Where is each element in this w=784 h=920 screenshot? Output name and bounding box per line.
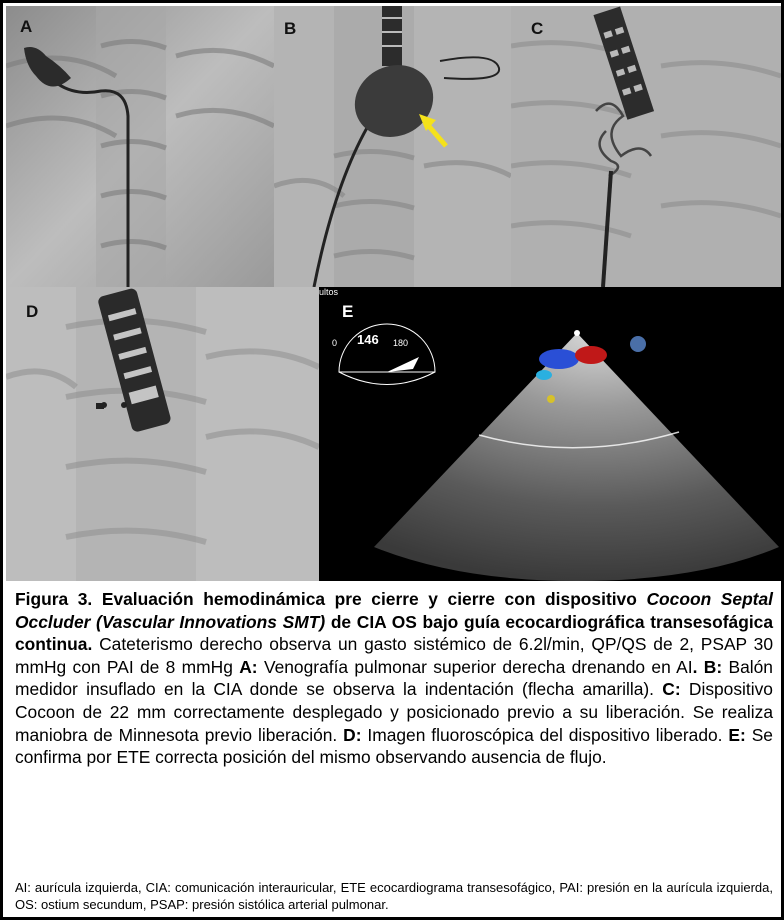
panel-d: [6, 287, 319, 581]
echo-corner-text: ultos: [319, 287, 339, 297]
panel-b-image: [274, 6, 511, 287]
panel-a-label: A: [20, 17, 33, 36]
panel-c: [511, 6, 781, 287]
angle-value: 146: [357, 332, 379, 347]
caption-e-label: E:: [728, 724, 746, 745]
abbreviations-note: AI: aurícula izquierda, CIA: comunicación interauricular, ETE ecocardiograma transesofágico, PAI: presión en la aurícula izquierda, OS: ostium secundum, PSAP: presión sistólica arterial pulmonar.: [15, 880, 773, 912]
caption-d-text: Imagen fluoroscópica del dispositivo liberado.: [367, 724, 723, 745]
panel-e-image: [319, 287, 781, 581]
caption-c-text: Dispositivo Cocoon de 22 mm correctamente desplegado y posicionado previo a su liberación. Se realiza maniobra de Minnesota previo liberación.: [15, 679, 773, 745]
panel-a: [6, 6, 274, 287]
caption-a-dot: .: [692, 656, 698, 677]
panel-c-image: [511, 6, 781, 287]
panel-e-label: E: [342, 302, 354, 321]
caption-b-text: Balón medidor insuflado en la CIA donde se observa la indentación (flecha amarilla).: [15, 656, 773, 700]
caption-device: Cocoon Septal Occluder (Vascular Innovations SMT): [15, 589, 773, 632]
panel-a-image: [6, 6, 274, 287]
caption-a-label: A:: [239, 656, 258, 677]
caption-e-text: Se confirma por ETE correcta posición del mismo observando ausencia de flujo.: [15, 724, 773, 768]
angle-min: 0: [332, 338, 338, 348]
panel-d-image: [6, 287, 319, 581]
caption-a-text: Venografía pulmonar superior derecha drenando en AI: [263, 656, 693, 677]
caption-title-end: de CIA OS bajo guía ecocardiográfica transesofágica continua.: [15, 611, 773, 655]
caption-c-label: C:: [662, 679, 681, 700]
panel-e: [319, 287, 781, 581]
caption-b-label: B:: [703, 656, 723, 677]
figure-caption: [15, 588, 773, 769]
panel-b-label: B: [284, 19, 297, 38]
caption-title: Figura 3. Evaluación hemodinámica pre cierre y cierre con dispositivo: [15, 589, 637, 609]
angle-max: 180: [393, 338, 409, 348]
panel-d-label: D: [26, 302, 39, 321]
caption-intro: Cateterismo derecho observa un gasto sistémico de 6.2l/min, QP/QS de 2, PSAP 30 mmHg con PAI de 8 mmHg: [15, 634, 773, 677]
panel-b: [274, 6, 511, 287]
caption-d-label: D:: [343, 724, 362, 745]
panel-c-label: C: [531, 19, 544, 38]
